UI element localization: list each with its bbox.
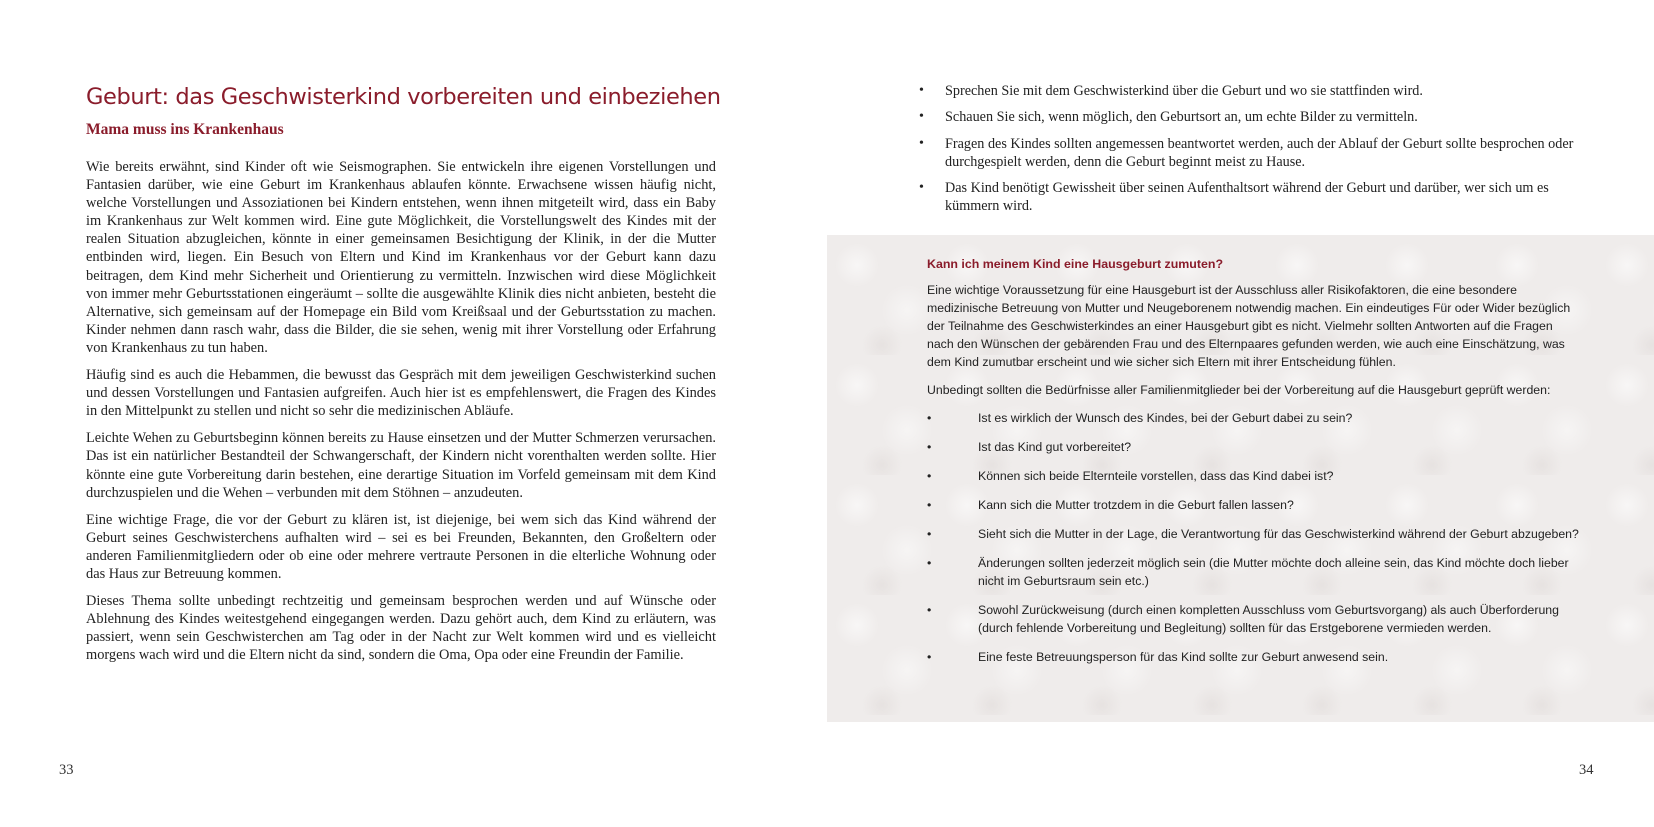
page-number-left: 33 <box>59 762 74 778</box>
body-paragraph: Leichte Wehen zu Geburtsbeginn können bereits zu Hause einsetzen und der Mutter Schmerzen verursachen. Das ist ein natürlicher Bestandteil der Schwangerschaft, der Kindern nicht vorenthalten werden sollte. Hier könnte eine gute Vorbereitung darin bestehen, eine derartige Situation im Vorfeld gemeinsam mit dem Kind durchzuspielen und die Wehen – verbunden mit dem Stöhnen – anzudeuten. <box>86 430 716 501</box>
section-subheading: Mama muss ins Krankenhaus <box>86 121 284 138</box>
summary-bullet <box>919 108 1579 126</box>
info-box-content <box>927 257 1582 677</box>
body-paragraph: Häufig sind es auch die Hebammen, die bewusst das Gespräch mit dem jeweiligen Geschwisterkind suchen und dessen Vorstellungen und Fantasien aufgreifen. Auch hier ist es empfehlenswert, die Fragen des Kindes in den Mittelpunkt zu stellen und nicht so sehr die medizinischen Abläufe. <box>86 367 716 420</box>
bullet-glyph: • <box>927 469 932 483</box>
info-box <box>827 235 1654 722</box>
chapter-heading: Geburt: das Geschwisterkind vorbereiten und einbeziehen <box>86 84 721 110</box>
page-number-right: 34 <box>1579 762 1594 778</box>
item-text: Änderungen sollten jederzeit möglich sein (die Mutter möchte doch alleine sein, das Kind möchte doch lieber nicht im Geburtsraum sein etc.) <box>978 556 1569 588</box>
bullet-text: Schauen Sie sich, wenn möglich, den Geburtsort an, um echte Bilder zu vermitteln. <box>945 109 1418 126</box>
info-box-item <box>927 525 1582 543</box>
body-paragraph: Dieses Thema sollte unbedingt rechtzeitig und gemeinsam besprochen werden und auf Wünsche oder Ablehnung des Kindes weitestgehend eingegangen werden. Dazu gehört auch, dem Kind zu erläutern, was passiert, wenn sein Geschwisterchen am Tag oder in der Nacht zur Welt kommen wird und es vielleicht morgens wach wird und die Eltern nicht da sind, sondern die Oma, Opa oder eine Freundin der Familie. <box>86 593 716 664</box>
info-box-item <box>927 409 1582 427</box>
bullet-glyph: • <box>919 135 924 151</box>
info-box-paragraph: Unbedingt sollten die Bedürfnisse aller Familienmitglieder bei der Vorbereitung auf die Hausgeburt geprüft werden: <box>927 383 1551 397</box>
info-box-item <box>927 496 1582 514</box>
info-box-item <box>927 438 1582 456</box>
item-text: Ist das Kind gut vorbereitet? <box>978 440 1132 454</box>
summary-bullet-list <box>919 82 1579 224</box>
item-text: Sowohl Zurückweisung (durch einen kompletten Ausschluss vom Geburtsvorgang) als auch Überforderung (durch fehlende Vorbereitung und Begleitung) sollten für das Erstgeborene vermieden werden. <box>978 603 1559 635</box>
bullet-glyph: • <box>927 440 932 454</box>
bullet-glyph: • <box>927 650 932 664</box>
info-box-paragraph: Eine wichtige Voraussetzung für eine Hausgeburt ist der Ausschluss aller Risikofaktoren, die eine besondere medizinische Betreuung von Mutter und Neugeborenem notwendig machen. Ein eindeutiges Für oder Wider bezüglich der Teilnahme des Geschwisterkindes an einer Hausgeburt gibt es nicht. Vielmehr sollten Antworten auf die Fragen nach den Wünschen der gebärenden Frau und des Elternpaares gefunden werden, wie auch eine Einschätzung, was dem Kind zumutbar erscheint und wie sicher sich Eltern mit ihrer Entscheidung fühlen. <box>927 283 1571 369</box>
summary-bullet <box>919 135 1579 172</box>
bullet-glyph: • <box>927 498 932 512</box>
right-page <box>827 0 1654 827</box>
bullet-text: Sprechen Sie mit dem Geschwisterkind über die Geburt und wo sie stattfinden wird. <box>945 83 1423 99</box>
item-text: Können sich beide Elternteile vorstellen, dass das Kind dabei ist? <box>978 469 1334 483</box>
bullet-glyph: • <box>927 527 932 541</box>
item-text: Ist es wirklich der Wunsch des Kindes, bei der Geburt dabei zu sein? <box>978 411 1353 425</box>
bullet-text: Das Kind benötigt Gewissheit über seinen Aufenthaltsort während der Geburt und darüber, wer sich um es kümmern wird. <box>945 180 1549 215</box>
summary-bullet <box>919 179 1579 216</box>
info-box-item <box>927 601 1582 637</box>
body-paragraph: Wie bereits erwähnt, sind Kinder oft wie Seismographen. Sie entwickeln ihre eigenen Vorstellungen und Fantasien darüber, wie eine Geburt im Krankenhaus ablaufen könnte. Erwachsene wissen häufig nicht, welche Vorstellungen und Assoziationen bei Kindern entstehen, wenn ihnen mitgeteilt wird, dass ein Baby im Krankenhaus zur Welt kommen wird. Eine gute Möglichkeit, die Vorstellungswelt des Kindes mit der realen Situation abzugleichen, könnte in einer gemeinsamen Besichtigung der Klinik, in der die Mutter entbinden wird, liegen. Ein Besuch von Eltern und Kind im Krankenhaus vor der Geburt kann dazu beitragen, dem Kind mehr Sicherheit und Orientierung zu vermitteln. Inzwischen wird diese Möglichkeit von immer mehr Geburtsstationen eingeräumt – sollte die ausgewählte Klinik dies nicht anbieten, besteht die Alternative, sich gemeinsam auf der Homepage ein Bild vom Kreißsaal und der Geburtsstation zu machen. Kinder nehmen dann rasch wahr, dass die Bilder, die sie sehen, wenig mit ihrer Vorstellung oder Erfahrung von Krankenhaus zu tun haben. <box>86 159 716 356</box>
info-box-item <box>927 554 1582 590</box>
info-box-item <box>927 648 1582 666</box>
item-text: Kann sich die Mutter trotzdem in die Geburt fallen lassen? <box>978 498 1294 512</box>
body-paragraph: Eine wichtige Frage, die vor der Geburt zu klären ist, ist diejenige, bei wem sich das Kind während der Geburt seines Geschwisterchens aufhalten wird – sei es bei Freunden, Bekannten, den Großeltern oder anderen Familienmitgliedern oder ob eine oder mehrere vertraute Personen in die elterliche Wohnung oder das Haus zur Betreuung kommen. <box>86 511 716 582</box>
item-text: Sieht sich die Mutter in der Lage, die Verantwortung für das Geschwisterkind während der Geburt abzugeben? <box>978 527 1579 541</box>
info-box-list <box>927 409 1582 666</box>
info-box-item <box>927 467 1582 485</box>
summary-bullet <box>919 82 1579 100</box>
bullet-text: Fragen des Kindes sollten angemessen beantwortet werden, auch der Ablauf der Geburt sollte besprochen oder durchgespielt werden, denn die Geburt beginnt meist zu Hause. <box>945 135 1574 170</box>
bullet-glyph: • <box>919 83 924 98</box>
info-box-title: Kann ich meinem Kind eine Hausgeburt zumuten? <box>927 257 1224 271</box>
bullet-glyph: • <box>927 556 932 570</box>
bullet-glyph: • <box>919 180 924 196</box>
left-body-text <box>86 158 716 673</box>
item-text: Eine feste Betreuungsperson für das Kind sollte zur Geburt anwesend sein. <box>978 650 1389 664</box>
bullet-glyph: • <box>927 411 932 425</box>
bullet-glyph: • <box>919 109 924 125</box>
bullet-glyph: • <box>927 603 932 617</box>
